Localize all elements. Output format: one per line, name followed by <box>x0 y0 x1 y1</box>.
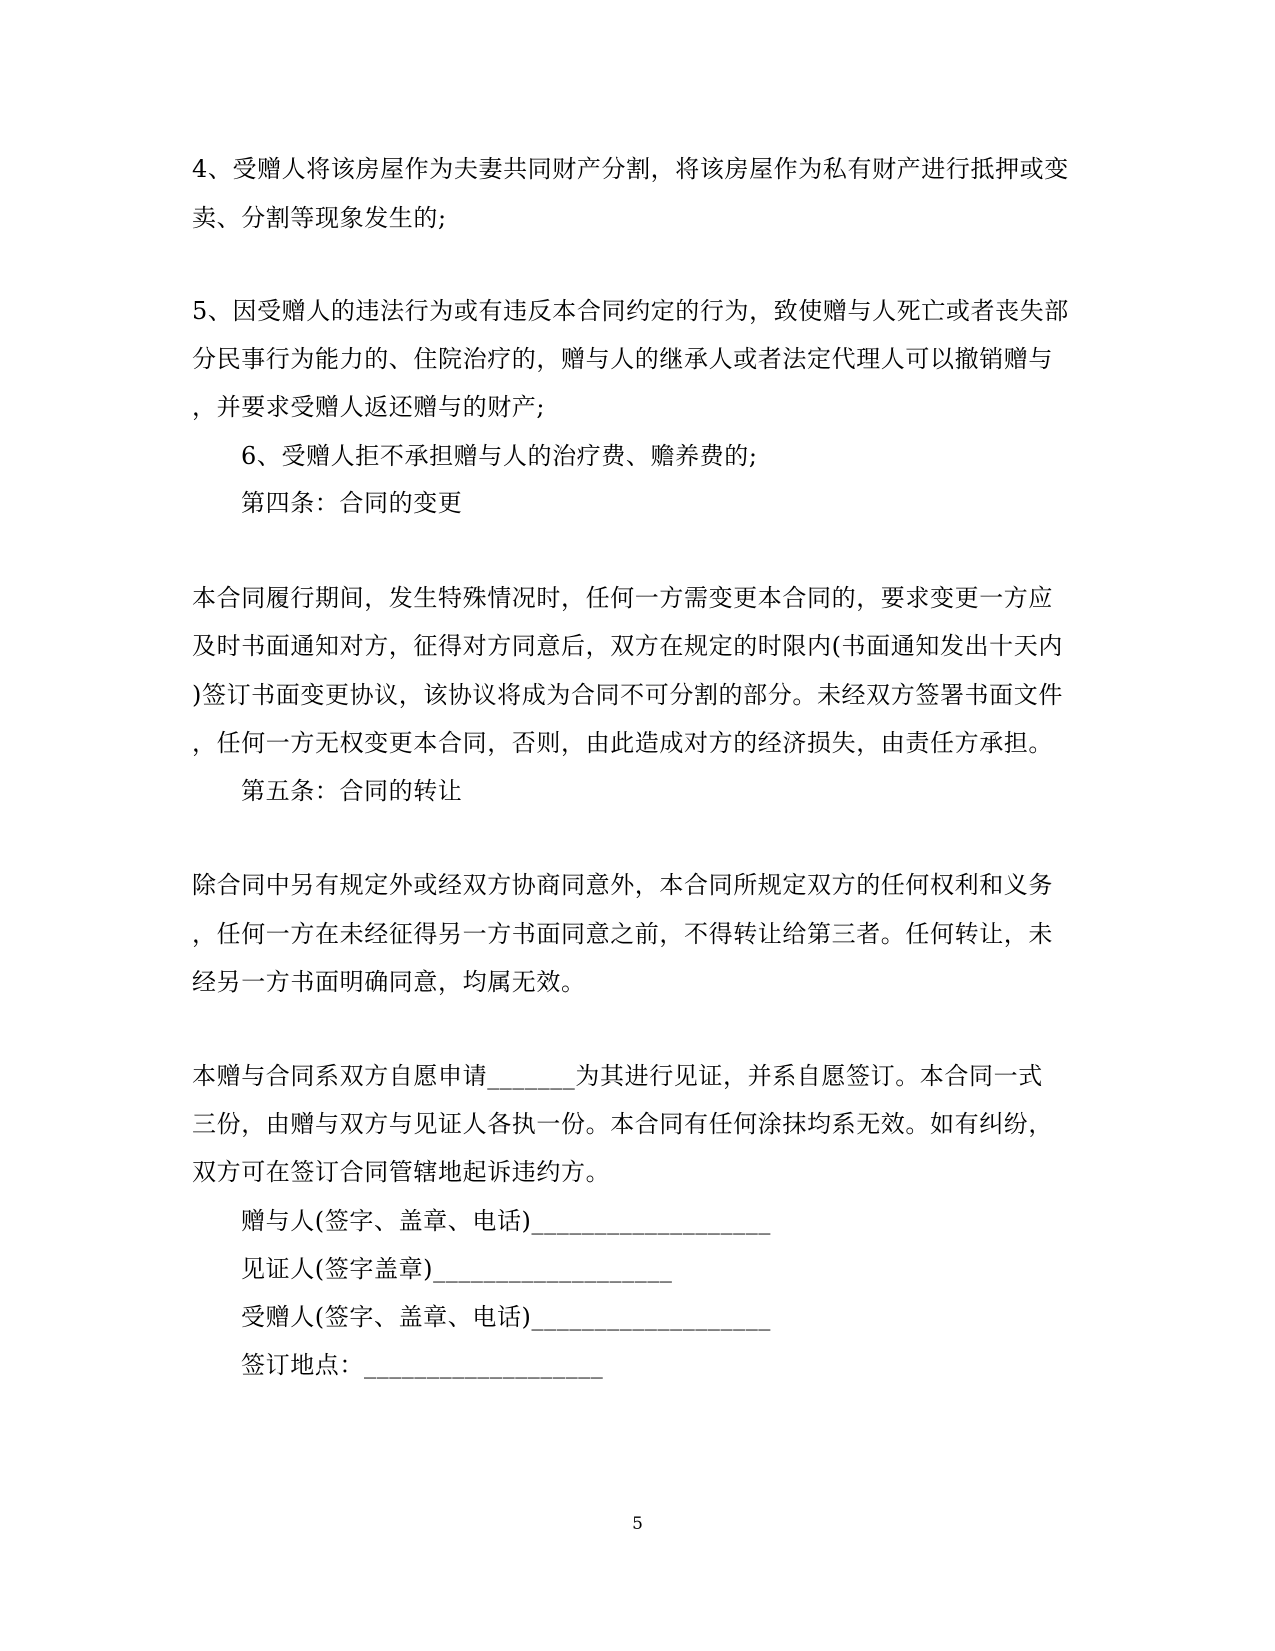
article-5-title: 第五条：合同的转让 <box>241 777 463 805</box>
closing-line-2: 三份，由赠与双方与见证人各执一份。本合同有任何涂抹均系无效。如有纠纷， <box>192 1110 1053 1138</box>
article-4-line-2: 及时书面通知对方，征得对方同意后，双方在规定的时限内(书面通知发出十天内 <box>192 632 1063 660</box>
closing-line-3: 双方可在签订合同管辖地起诉违约方。 <box>192 1158 611 1186</box>
article-5-line-2: ，任何一方在未经征得另一方书面同意之前，不得转让给第三者。任何转让，未 <box>192 920 1053 948</box>
clause-5-line-1: 5、因受赠人的违法行为或有违反本合同约定的行为，致使赠与人死亡或者丧失部 <box>192 297 1069 325</box>
article-4-title: 第四条：合同的变更 <box>241 489 463 517</box>
witness-signature-line: 见证人(签字盖章)___________________ <box>241 1255 673 1283</box>
article-5-line-3: 经另一方书面明确同意，均属无效。 <box>192 968 586 996</box>
clause-5-line-2: 分民事行为能力的、住院治疗的，赠与人的继承人或者法定代理人可以撤销赠与 <box>192 345 1053 373</box>
donor-signature-line: 赠与人(签字、盖章、电话)___________________ <box>241 1207 771 1235</box>
page-number: 5 <box>632 1514 643 1534</box>
clause-5-line-3: ，并要求受赠人返还赠与的财产; <box>192 393 546 421</box>
clause-4-line-2: 卖、分割等现象发生的; <box>192 204 447 232</box>
article-5-line-1: 除合同中另有规定外或经双方协商同意外，本合同所规定双方的任何权利和义务 <box>192 871 1053 899</box>
signing-place-line: 签订地点：___________________ <box>241 1351 604 1379</box>
donee-signature-line: 受赠人(签字、盖章、电话)___________________ <box>241 1303 771 1331</box>
clause-4-line-1: 4、受赠人将该房屋作为夫妻共同财产分割，将该房屋作为私有财产进行抵押或变 <box>192 155 1069 183</box>
article-4-line-4: ，任何一方无权变更本合同，否则，由此造成对方的经济损失，由责任方承担。 <box>192 729 1053 757</box>
article-4-line-1: 本合同履行期间，发生特殊情况时，任何一方需变更本合同的，要求变更一方应 <box>192 584 1053 612</box>
article-4-line-3: )签订书面变更协议，该协议将成为合同不可分割的部分。未经双方签署书面文件 <box>192 681 1063 709</box>
closing-line-1: 本赠与合同系双方自愿申请_______为其进行见证，并系自愿签订。本合同一式 <box>192 1062 1043 1090</box>
clause-6: 6、受赠人拒不承担赠与人的治疗费、赡养费的; <box>241 442 758 470</box>
